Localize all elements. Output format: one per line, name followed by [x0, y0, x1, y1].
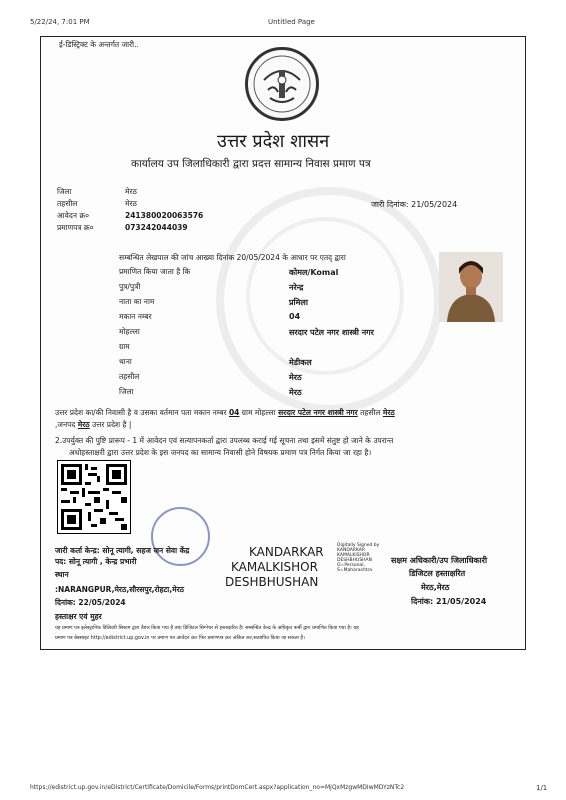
field-label-district: जिला — [119, 387, 134, 396]
issuer-place-label: स्थान — [55, 570, 69, 579]
authority-place: मेरठ,मेरठ — [421, 583, 450, 592]
print-page-number: 1/1 — [536, 784, 548, 792]
meta-value-tehsil: मेरठ — [125, 199, 137, 208]
signer-line-3: DESHBHUSHAN — [225, 575, 319, 589]
issue-date: जारी दिनांक: 21/05/2024 — [371, 200, 458, 209]
watermark-inner-ring — [246, 217, 404, 375]
meta-value-certificate-no: 073242044039 — [125, 223, 188, 232]
para2-text-b: उत्तर प्रदेश है | — [92, 420, 132, 429]
print-url: https://edistrict.up.gov.in/eDistrict/Certificate/Domicile/Forms/printDomCert.aspx?application_no=MjQxMzgwMDIwMDYzNTc2 — [30, 784, 405, 791]
para1-text-c: मोहल्ला — [254, 408, 276, 417]
issuer-seal-label: हस्ताक्षर एवं मुहर — [55, 612, 102, 621]
issuer-date: दिनांक: 22/05/2024 — [55, 598, 126, 607]
issuer-post: पद: सोनू त्यागी , केन्द्र प्रभारी — [55, 557, 137, 566]
digital-note-4: DESHBHUSHAN — [337, 558, 372, 563]
meta-label-district: जिला — [57, 187, 72, 196]
meta-label-application-no: आवेदन क्र० — [57, 211, 90, 220]
field-value-district: मेरठ — [289, 388, 302, 397]
field-label-relation: नाता का नाम — [119, 297, 155, 306]
print-page-title: Untitled Page — [268, 18, 315, 26]
para2-district: मेरठ — [77, 420, 90, 429]
digital-note-1: Digitally Signed by — [337, 543, 380, 548]
field-value-mohalla: सरदार पटेल नगर शास्त्री नगर — [289, 328, 374, 337]
field-label-mohalla: मोहल्ला — [119, 327, 140, 336]
meta-label-tehsil: तहसील — [57, 199, 78, 208]
field-label-tehsil: तहसील — [119, 372, 140, 381]
field-value-father: नरेन्द्र — [289, 283, 304, 292]
para1-text-b: ग्राम — [241, 408, 253, 417]
signer-line-2: KAMALKISHOR — [231, 560, 318, 574]
para1-tehsil: मेरठ — [382, 408, 395, 417]
footer-note-1: यह प्रमाण पत्र इलेक्ट्रानिक डिलिवरी सिस्टम द्वारा तैयार किया गया है तथा डिजिटल सिग्नेचर से हस्ताक्षरित है। सम्बन्धित केन्द्र के अधिकृत कर्मी द्वारा प्रमाणित किया गया है। यह — [55, 625, 359, 631]
field-value-tehsil: मेरठ — [289, 373, 302, 382]
para1-house-no: 04 — [228, 408, 240, 417]
government-title: उत्तर प्रदेश शासन — [217, 131, 330, 152]
para2-text-a: ,जनपद — [55, 420, 76, 429]
issuer-seal — [151, 507, 210, 566]
authority-date: दिनांक: 21/05/2024 — [411, 597, 487, 606]
field-value-mother: प्रमिला — [289, 298, 308, 307]
digital-note-2: KANDARKAR — [337, 548, 365, 553]
signer-line-1: KANDARKAR — [249, 545, 324, 559]
digital-note-6: S=Maharashtra — [337, 568, 373, 573]
issuer-center: जारी कर्ता केन्द्र: सोनू त्यागी, सहज जन सेवा केंद्र — [55, 546, 190, 555]
applicant-photo — [439, 252, 503, 322]
certificate — [40, 36, 526, 650]
paragraph-2: 2.उपर्युक्त की पुष्टि प्रारूप - 1 में आवेदन एवं सत्यापनकर्ता द्वारा उपलब्ध कराई गई सूचना तथा इसमें संतुष्ट हो जाने के उपरान्त — [55, 436, 394, 445]
para1-mohalla: सरदार पटेल नगर शास्त्री नगर — [278, 408, 358, 417]
authority-sign: डिजिटल हस्ताक्षरित — [409, 569, 466, 578]
para1-text-d: तहसील — [360, 408, 381, 417]
digital-note-3: KAMALKISHOR — [337, 553, 370, 558]
field-value-police-station: मेडीकल — [289, 358, 312, 367]
footer-note-2: प्रमाण पत्र बेबसाइट http://edistrict.up.gov.in पर प्रमाण पत्र आवेदन क्र० फिर प्रमाणपत्र क्र० अंकित कर,सत्यापित किया जा सकता है। — [55, 635, 305, 641]
paragraph-1 — [55, 408, 395, 418]
meta-label-certificate-no: प्रमाणपत्र क्र० — [57, 223, 94, 232]
paragraph-1-cont — [55, 420, 131, 430]
field-label-certify: प्रमाणित किया जाता है कि — [119, 267, 191, 276]
meta-value-application-no: 241380020063576 — [125, 211, 204, 220]
certificate-title: कार्यालय उप जिलाधिकारी द्वारा प्रदत्त सामान्य निवास प्रमाण पत्र — [131, 158, 371, 170]
field-value-house-no: 04 — [289, 312, 301, 321]
meta-value-district: मेरठ — [125, 187, 137, 196]
field-label-house-no: मकान नम्बर — [119, 312, 152, 321]
print-datetime: 5/22/24, 7:01 PM — [30, 18, 90, 26]
issued-note: ई-डिस्ट्रिक्ट के अन्तर्गत जारी.. — [59, 40, 139, 49]
field-value-name: कोमल/Komal — [289, 268, 339, 277]
para1-text-a: उत्तर प्रदेश का/की निवासी है व उसका वर्तमान पता मकान नम्बर — [55, 408, 227, 417]
digital-note-5: O=Personal, — [337, 563, 365, 568]
paragraph-2-cont: अधोहस्ताक्षरी द्वारा उत्तर प्रदेश के इस जनपद का सामान्य निवासी होने विषयक प्रमाण पत्र निर्गत किया जा रहा है। — [69, 448, 372, 457]
qr-code — [57, 460, 131, 534]
digital-signature-note — [337, 543, 379, 573]
authority-title: सक्षम अधिकारी/उप जिलाधिकारी — [391, 556, 488, 565]
field-label-child-of: पुत्र/पुत्री — [119, 282, 141, 291]
intro-text: सम्बन्धित लेखपाल की जांच आख्या दिनांक 20/05/2024 के आधार पर एतद् द्वारा — [119, 253, 346, 262]
issuer-place: :NARANGPUR,मेरठ,सौरसपुर,रोहटा,मेरठ — [55, 585, 185, 594]
field-label-police-station: थाना — [119, 357, 132, 366]
up-emblem-icon — [245, 47, 319, 121]
field-label-village: ग्राम — [119, 342, 130, 351]
